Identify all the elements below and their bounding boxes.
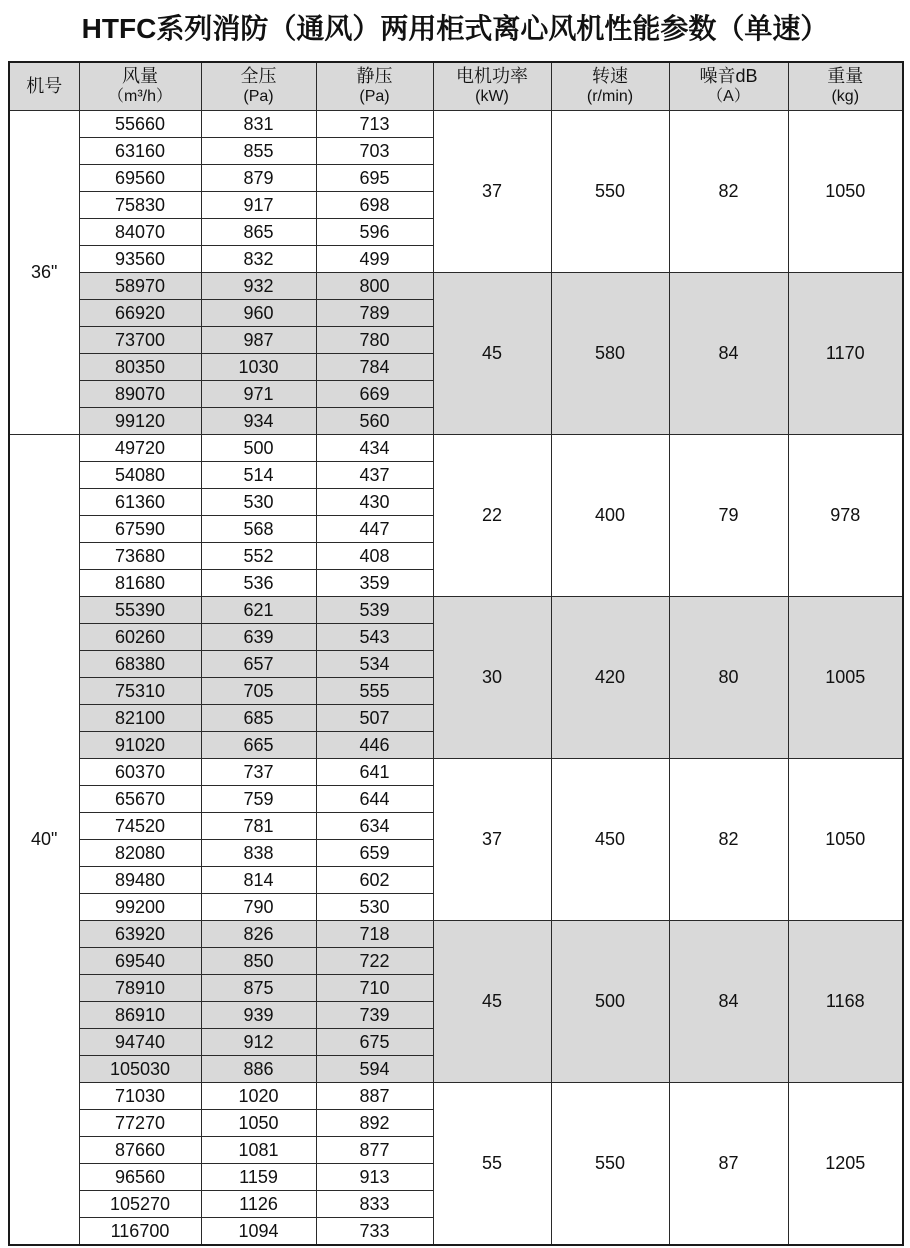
cell-airflow: 67590 <box>79 515 201 542</box>
col-header-weight <box>788 62 903 110</box>
cell-airflow: 60370 <box>79 758 201 785</box>
cell-airflow: 82080 <box>79 839 201 866</box>
cell-airflow: 73700 <box>79 326 201 353</box>
cell-total-pressure: 960 <box>201 299 316 326</box>
col-header-label: 重量 <box>827 66 864 87</box>
header-row <box>9 62 903 110</box>
cell-total-pressure: 831 <box>201 110 316 137</box>
table-body <box>9 110 903 1245</box>
cell-total-pressure: 865 <box>201 218 316 245</box>
cell-static-pressure: 659 <box>316 839 433 866</box>
cell-total-pressure: 875 <box>201 974 316 1001</box>
cell-static-pressure: 641 <box>316 758 433 785</box>
table-row <box>9 1082 903 1109</box>
cell-static-pressure: 877 <box>316 1136 433 1163</box>
cell-total-pressure: 838 <box>201 839 316 866</box>
cell-static-pressure: 594 <box>316 1055 433 1082</box>
table-row <box>9 758 903 785</box>
cell-speed: 450 <box>551 758 669 920</box>
cell-motor-power: 45 <box>433 920 551 1082</box>
cell-static-pressure: 833 <box>316 1190 433 1217</box>
cell-total-pressure: 1030 <box>201 353 316 380</box>
cell-static-pressure: 784 <box>316 353 433 380</box>
cell-static-pressure: 437 <box>316 461 433 488</box>
cell-static-pressure: 555 <box>316 677 433 704</box>
cell-airflow: 80350 <box>79 353 201 380</box>
cell-airflow: 105030 <box>79 1055 201 1082</box>
cell-static-pressure: 644 <box>316 785 433 812</box>
table-row <box>9 272 903 299</box>
cell-weight: 1050 <box>788 110 903 272</box>
cell-total-pressure: 826 <box>201 920 316 947</box>
cell-static-pressure: 739 <box>316 1001 433 1028</box>
cell-airflow: 75310 <box>79 677 201 704</box>
cell-noise: 79 <box>669 434 788 596</box>
cell-total-pressure: 939 <box>201 1001 316 1028</box>
cell-static-pressure: 892 <box>316 1109 433 1136</box>
cell-airflow: 63160 <box>79 137 201 164</box>
datasheet-page <box>0 12 910 1246</box>
cell-weight: 1168 <box>788 920 903 1082</box>
cell-total-pressure: 1020 <box>201 1082 316 1109</box>
cell-speed: 420 <box>551 596 669 758</box>
col-header-speed <box>551 62 669 110</box>
cell-static-pressure: 780 <box>316 326 433 353</box>
cell-total-pressure: 500 <box>201 434 316 461</box>
cell-total-pressure: 665 <box>201 731 316 758</box>
col-header-noise <box>669 62 788 110</box>
cell-airflow: 77270 <box>79 1109 201 1136</box>
cell-airflow: 69540 <box>79 947 201 974</box>
cell-total-pressure: 705 <box>201 677 316 704</box>
cell-airflow: 99120 <box>79 407 201 434</box>
cell-motor-power: 55 <box>433 1082 551 1245</box>
cell-static-pressure: 634 <box>316 812 433 839</box>
cell-model: 40" <box>9 434 79 1245</box>
cell-motor-power: 37 <box>433 110 551 272</box>
col-header-total-pressure <box>201 62 316 110</box>
cell-total-pressure: 781 <box>201 812 316 839</box>
cell-total-pressure: 934 <box>201 407 316 434</box>
cell-airflow: 66920 <box>79 299 201 326</box>
cell-total-pressure: 1081 <box>201 1136 316 1163</box>
cell-airflow: 65670 <box>79 785 201 812</box>
col-header-airflow <box>79 62 201 110</box>
cell-static-pressure: 718 <box>316 920 433 947</box>
cell-static-pressure: 733 <box>316 1217 433 1245</box>
cell-total-pressure: 737 <box>201 758 316 785</box>
cell-static-pressure: 713 <box>316 110 433 137</box>
cell-static-pressure: 710 <box>316 974 433 1001</box>
cell-speed: 500 <box>551 920 669 1082</box>
cell-total-pressure: 987 <box>201 326 316 353</box>
cell-static-pressure: 534 <box>316 650 433 677</box>
cell-static-pressure: 887 <box>316 1082 433 1109</box>
cell-speed: 550 <box>551 110 669 272</box>
cell-airflow: 60260 <box>79 623 201 650</box>
col-header-unit: (kW) <box>475 88 509 106</box>
cell-total-pressure: 932 <box>201 272 316 299</box>
cell-airflow: 81680 <box>79 569 201 596</box>
table-row <box>9 434 903 461</box>
cell-static-pressure: 359 <box>316 569 433 596</box>
cell-static-pressure: 447 <box>316 515 433 542</box>
col-header-label: 静压 <box>356 66 393 87</box>
cell-airflow: 105270 <box>79 1190 201 1217</box>
cell-total-pressure: 814 <box>201 866 316 893</box>
cell-weight: 1170 <box>788 272 903 434</box>
col-header-label: 风量 <box>122 66 158 87</box>
col-header-unit: (r/min) <box>586 88 634 106</box>
col-header-label: 电机功率 <box>456 66 528 87</box>
cell-static-pressure: 669 <box>316 380 433 407</box>
cell-total-pressure: 1126 <box>201 1190 316 1217</box>
col-header-unit: （m³/h） <box>107 88 172 106</box>
table-header <box>9 62 903 110</box>
cell-static-pressure: 602 <box>316 866 433 893</box>
cell-motor-power: 22 <box>433 434 551 596</box>
cell-static-pressure: 430 <box>316 488 433 515</box>
cell-model: 36" <box>9 110 79 434</box>
cell-noise: 80 <box>669 596 788 758</box>
cell-static-pressure: 789 <box>316 299 433 326</box>
performance-table <box>8 61 904 1246</box>
cell-weight: 978 <box>788 434 903 596</box>
col-header-label: 机号 <box>26 76 63 97</box>
cell-airflow: 61360 <box>79 488 201 515</box>
cell-total-pressure: 621 <box>201 596 316 623</box>
cell-noise: 82 <box>669 758 788 920</box>
cell-airflow: 94740 <box>79 1028 201 1055</box>
cell-static-pressure: 539 <box>316 596 433 623</box>
page-title: HTFC系列消防（通风）两用柜式离心风机性能参数（单速） <box>81 13 829 44</box>
cell-static-pressure: 675 <box>316 1028 433 1055</box>
cell-weight: 1050 <box>788 758 903 920</box>
col-header-label: 转速 <box>592 66 628 87</box>
col-header-label: 噪音dB <box>699 66 758 87</box>
table-row <box>9 110 903 137</box>
cell-static-pressure: 913 <box>316 1163 433 1190</box>
cell-total-pressure: 832 <box>201 245 316 272</box>
col-header-static-pressure <box>316 62 433 110</box>
cell-airflow: 71030 <box>79 1082 201 1109</box>
cell-speed: 580 <box>551 272 669 434</box>
cell-total-pressure: 879 <box>201 164 316 191</box>
cell-noise: 84 <box>669 272 788 434</box>
page <box>0 12 910 1248</box>
cell-total-pressure: 552 <box>201 542 316 569</box>
cell-static-pressure: 446 <box>316 731 433 758</box>
cell-noise: 87 <box>669 1082 788 1245</box>
cell-total-pressure: 536 <box>201 569 316 596</box>
cell-total-pressure: 759 <box>201 785 316 812</box>
cell-total-pressure: 530 <box>201 488 316 515</box>
cell-airflow: 63920 <box>79 920 201 947</box>
col-header-model <box>9 62 79 110</box>
col-header-unit: (Pa) <box>359 88 390 106</box>
cell-static-pressure: 434 <box>316 434 433 461</box>
cell-noise: 84 <box>669 920 788 1082</box>
cell-airflow: 116700 <box>79 1217 201 1245</box>
cell-total-pressure: 850 <box>201 947 316 974</box>
cell-total-pressure: 514 <box>201 461 316 488</box>
table-row <box>9 596 903 623</box>
cell-total-pressure: 1050 <box>201 1109 316 1136</box>
cell-airflow: 89070 <box>79 380 201 407</box>
cell-airflow: 49720 <box>79 434 201 461</box>
cell-airflow: 93560 <box>79 245 201 272</box>
cell-total-pressure: 685 <box>201 704 316 731</box>
cell-airflow: 68380 <box>79 650 201 677</box>
cell-total-pressure: 568 <box>201 515 316 542</box>
cell-airflow: 99200 <box>79 893 201 920</box>
cell-airflow: 86910 <box>79 1001 201 1028</box>
cell-total-pressure: 886 <box>201 1055 316 1082</box>
cell-static-pressure: 703 <box>316 137 433 164</box>
cell-airflow: 96560 <box>79 1163 201 1190</box>
cell-motor-power: 30 <box>433 596 551 758</box>
col-header-unit: (kg) <box>831 88 860 106</box>
cell-total-pressure: 790 <box>201 893 316 920</box>
cell-airflow: 73680 <box>79 542 201 569</box>
table-row <box>9 920 903 947</box>
cell-total-pressure: 657 <box>201 650 316 677</box>
cell-airflow: 82100 <box>79 704 201 731</box>
cell-static-pressure: 695 <box>316 164 433 191</box>
cell-airflow: 78910 <box>79 974 201 1001</box>
cell-airflow: 74520 <box>79 812 201 839</box>
col-header-label: 全压 <box>240 66 277 87</box>
cell-speed: 550 <box>551 1082 669 1245</box>
cell-motor-power: 37 <box>433 758 551 920</box>
cell-total-pressure: 971 <box>201 380 316 407</box>
cell-total-pressure: 639 <box>201 623 316 650</box>
cell-static-pressure: 800 <box>316 272 433 299</box>
cell-total-pressure: 917 <box>201 191 316 218</box>
cell-airflow: 91020 <box>79 731 201 758</box>
cell-static-pressure: 507 <box>316 704 433 731</box>
cell-total-pressure: 1159 <box>201 1163 316 1190</box>
cell-static-pressure: 499 <box>316 245 433 272</box>
cell-speed: 400 <box>551 434 669 596</box>
cell-airflow: 89480 <box>79 866 201 893</box>
col-header-unit: （A） <box>707 88 750 106</box>
cell-airflow: 54080 <box>79 461 201 488</box>
cell-airflow: 87660 <box>79 1136 201 1163</box>
cell-static-pressure: 560 <box>316 407 433 434</box>
cell-airflow: 58970 <box>79 272 201 299</box>
cell-airflow: 75830 <box>79 191 201 218</box>
cell-weight: 1005 <box>788 596 903 758</box>
cell-airflow: 69560 <box>79 164 201 191</box>
cell-weight: 1205 <box>788 1082 903 1245</box>
cell-static-pressure: 530 <box>316 893 433 920</box>
cell-static-pressure: 543 <box>316 623 433 650</box>
col-header-motor-power <box>433 62 551 110</box>
col-header-unit: (Pa) <box>243 88 274 106</box>
cell-static-pressure: 596 <box>316 218 433 245</box>
cell-total-pressure: 855 <box>201 137 316 164</box>
cell-total-pressure: 912 <box>201 1028 316 1055</box>
cell-static-pressure: 408 <box>316 542 433 569</box>
cell-static-pressure: 722 <box>316 947 433 974</box>
cell-airflow: 84070 <box>79 218 201 245</box>
cell-airflow: 55390 <box>79 596 201 623</box>
cell-airflow: 55660 <box>79 110 201 137</box>
cell-total-pressure: 1094 <box>201 1217 316 1245</box>
cell-static-pressure: 698 <box>316 191 433 218</box>
cell-motor-power: 45 <box>433 272 551 434</box>
cell-noise: 82 <box>669 110 788 272</box>
